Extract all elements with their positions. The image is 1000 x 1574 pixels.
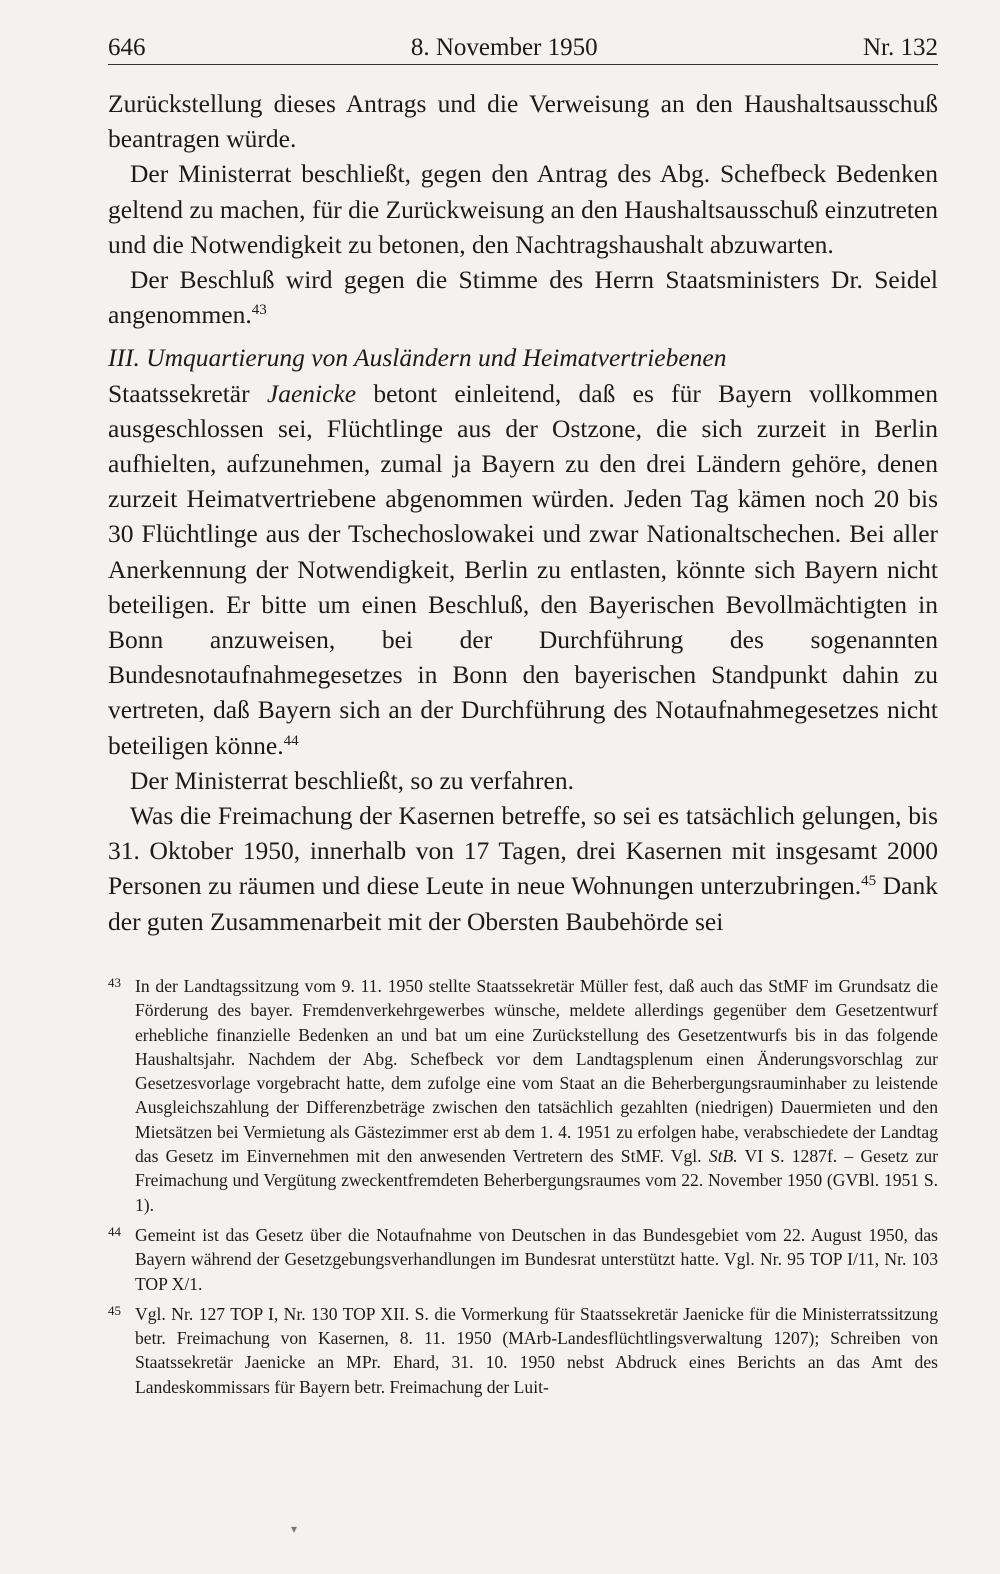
- footnote-ref: 43: [251, 302, 267, 319]
- paragraph: [108, 376, 938, 763]
- footnote-number: 45: [108, 1302, 121, 1318]
- footnote-abbrev: StB.: [708, 1146, 738, 1167]
- footnote: [108, 1302, 938, 1399]
- page-number: 646: [108, 34, 146, 61]
- footnotes: [108, 974, 938, 1405]
- footnote-ref: 44: [283, 732, 299, 749]
- section-heading: III. Umquartierung von Ausländern und Heimatvertriebenen: [108, 343, 727, 373]
- paragraph: Zurückstellung dieses Antrags und die Verweisung an den Haushaltsausschuß beantragen würde.: [108, 89, 938, 154]
- paragraph: [108, 798, 938, 939]
- footnote-text: VI S. 1287f. – Gesetz zur Freimachung und Vergütung zweckentfremdeten Beherbergungsraumes vom 22. November 1950 (GVBl. 1951 S. 1).: [135, 1146, 938, 1215]
- body-text: [108, 86, 938, 939]
- paragraph-text: Der Beschluß wird gegen die Stimme des Herrn Staatsministers Dr. Seidel angenommen.: [108, 265, 938, 330]
- footnote: [108, 974, 938, 1217]
- footnote: [108, 1223, 938, 1296]
- header-date: 8. November 1950: [410, 34, 598, 61]
- paragraph-text: Was die Freimachung der Kasernen betreffe, so sei es tatsächlich gelungen, bis 31. Oktober 1950, innerhalb von 17 Tagen, drei Kasernen mit insgesamt 2000 Personen zu räumen und diese Leute in neue Wohnungen unterzubringen.: [108, 801, 938, 901]
- footnote-text: Vgl. Nr. 127 TOP I, Nr. 130 TOP XII. S. die Vormerkung für Staatssekretär Jaenicke für die Ministerratssitzung betr. Freimachung von Kasernen, 8. 11. 1950 (MArb-Landesflüchtlingsverwaltung 1207); Schreiben von Staatssekretär Jaenicke an MPr. Ehard, 31. 10. 1950 nebst Abdruck eines Berichts an das Amt des Landeskommissars für Bayern betr. Freimachung der Luit-: [135, 1303, 938, 1397]
- footnote-ref: 45: [861, 873, 877, 890]
- header-rule: [108, 64, 938, 65]
- running-header: [108, 28, 938, 62]
- footnote-text: Gemeint ist das Gesetz über die Notaufnahme von Deutschen in das Bundesgebiet vom 22. August 1950, das Bayern während der Gesetzgebungsverhandlungen im Bundesrat unterstützt hatte. Vgl. Nr. 95 TOP I/11, Nr. 103 TOP X/1.: [135, 1224, 938, 1294]
- paragraph-text: Staatssekretär: [108, 378, 267, 408]
- paragraph: [108, 262, 938, 332]
- paragraph-text: Dank der guten Zusammenarbeit mit der Obersten Baubehörde sei: [108, 871, 938, 936]
- paragraph: Der Ministerrat beschließt, gegen den Antrag des Abg. Schefbeck Bedenken geltend zu machen, für die Zurückweisung an den Haushaltsausschuß einzutreten und die Notwendigkeit zu betonen, den Nachtragshaushalt abzuwarten.: [108, 159, 938, 259]
- footnote-number: 43: [108, 975, 121, 990]
- paragraph: Der Ministerrat beschließt, so zu verfahren.: [130, 765, 574, 795]
- footnote-text: In der Landtagssitzung vom 9. 11. 1950 stellte Staatssekretär Müller fest, daß auch das StMF im Grundsatz die Förderung des bayer. Fremdenverkehrgewerbes wünsche, meldete allerdings gegenüber dem Gesetzentwurf erhebliche finanzielle Bedenken an und bat um eine Zurückstellung des Gesetzentwurfs bis in das folgende Haushaltsjahr. Nachdem der Abg. Schefbeck vor dem Landtagsplenum einen Änderungsvorschlag zur Gesetzesvorlage vorgebracht hatte, dem zufolge eine vom Staat an die Beherbergungsrauminhaber zu leistende Ausgleichszahlung der Differenzbeträge zwischen den tatsächlich gezahlten (niedrigen) Dauermieten und den Mietsätzen bei Vermietung als Gästezimmer erst ab dem 1. 4. 1951 zu erfolgen habe, verabschiedete der Landtag das Gesetz im Einvernehmen mit den anwesenden Vertretern des StMF. Vgl.: [135, 976, 938, 1167]
- person-name: Jaenicke: [266, 378, 357, 408]
- scan-mark: ▾: [291, 1522, 298, 1536]
- header-issue: Nr. 132: [863, 34, 938, 61]
- footnote-number: 44: [108, 1223, 121, 1239]
- paragraph-text: betont einleitend, daß es für Bayern vollkommen ausgeschlossen sei, Flüchtlinge aus der Ostzone, die sich zurzeit in Berlin aufhielten, aufzunehmen, zumal ja Bayern zu den drei Ländern gehöre, denen zurzeit Heimatvertriebene abgenommen würden. Jeden Tag kämen noch 20 bis 30 Flüchtlinge aus der Tschechoslowakei und zwar Nationaltschechen. Bei aller Anerkennung der Notwendigkeit, Berlin zu entlasten, könnte sich Bayern nicht beteiligen. Er bitte um einen Beschluß, den Bayerischen Bevollmächtigten in Bonn anzuweisen, bei der Durchführung des sogenannten Bundesnotaufnahmegesetzes in Bonn den bayerischen Standpunkt dahin zu vertreten, daß Bayern sich an der Durchführung des Notaufnahmegesetzes nicht beteiligen könne.: [108, 378, 938, 760]
